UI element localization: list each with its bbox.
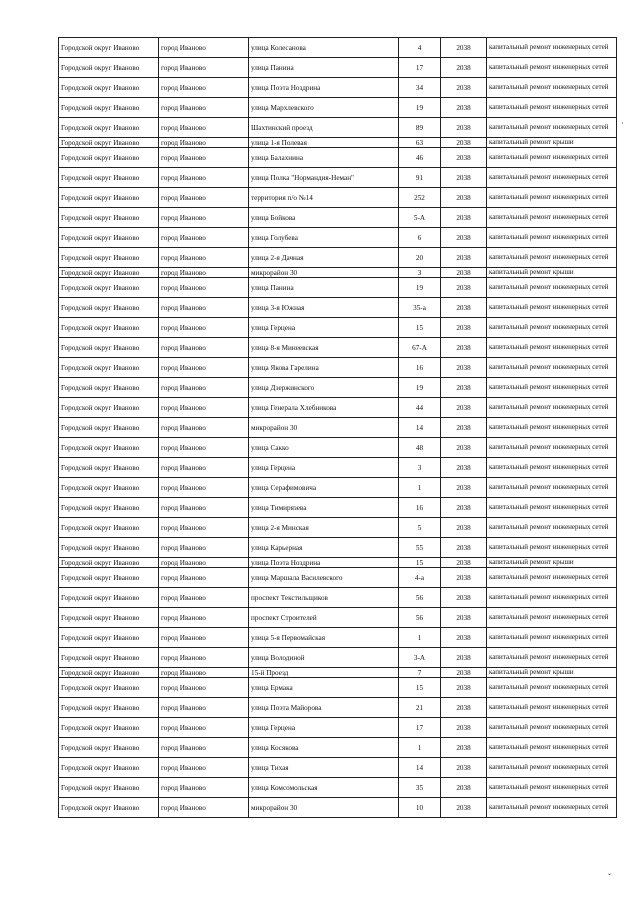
street-cell: микрорайон 30 <box>249 798 399 818</box>
table-row <box>59 78 617 98</box>
year-cell: 2038 <box>441 418 487 438</box>
year-cell: 2038 <box>441 518 487 538</box>
street-cell: улица Ермака <box>249 678 399 698</box>
work-type-cell: капитальный ремонт инженерных сетей <box>487 358 617 378</box>
table-row <box>59 608 617 628</box>
street-cell: улица Поэта Ноздрина <box>249 78 399 98</box>
year-cell: 2038 <box>441 608 487 628</box>
city-cell: город Иваново <box>159 758 249 778</box>
city-cell: город Иваново <box>159 298 249 318</box>
city-cell: город Иваново <box>159 418 249 438</box>
year-cell: 2038 <box>441 298 487 318</box>
street-cell: улица Герцена <box>249 318 399 338</box>
house-number-cell: 15 <box>399 678 441 698</box>
table-row <box>59 58 617 78</box>
street-cell: проспект Строителей <box>249 608 399 628</box>
okrug-cell: Городской округ Иваново <box>59 58 159 78</box>
work-type-cell: капитальный ремонт инженерных сетей <box>487 798 617 818</box>
year-cell: 2038 <box>441 168 487 188</box>
city-cell: город Иваново <box>159 648 249 668</box>
okrug-cell: Городской округ Иваново <box>59 558 159 568</box>
street-cell: улица Генерала Хлебникова <box>249 398 399 418</box>
okrug-cell: Городской округ Иваново <box>59 318 159 338</box>
street-cell: проспект Текстильщиков <box>249 588 399 608</box>
table-row <box>59 478 617 498</box>
table-row <box>59 398 617 418</box>
work-type-cell: капитальный ремонт инженерных сетей <box>487 588 617 608</box>
work-type-cell: капитальный ремонт инженерных сетей <box>487 378 617 398</box>
street-cell: улица Мархлевского <box>249 98 399 118</box>
street-cell: улица Тихая <box>249 758 399 778</box>
work-type-cell: капитальный ремонт инженерных сетей <box>487 248 617 268</box>
table-row <box>59 648 617 668</box>
city-cell: город Иваново <box>159 458 249 478</box>
table-row <box>59 588 617 608</box>
city-cell: город Иваново <box>159 518 249 538</box>
okrug-cell: Городской округ Иваново <box>59 798 159 818</box>
okrug-cell: Городской округ Иваново <box>59 278 159 298</box>
work-type-cell: капитальный ремонт крыши <box>487 138 617 148</box>
okrug-cell: Городской округ Иваново <box>59 418 159 438</box>
city-cell: город Иваново <box>159 318 249 338</box>
year-cell: 2038 <box>441 398 487 418</box>
table-row <box>59 168 617 188</box>
city-cell: город Иваново <box>159 278 249 298</box>
year-cell: 2038 <box>441 78 487 98</box>
work-type-cell: капитальный ремонт инженерных сетей <box>487 58 617 78</box>
work-type-cell: капитальный ремонт крыши <box>487 268 617 278</box>
street-cell: улица Полка "Нормандия-Неман" <box>249 168 399 188</box>
year-cell: 2038 <box>441 588 487 608</box>
okrug-cell: Городской округ Иваново <box>59 538 159 558</box>
work-type-cell: капитальный ремонт инженерных сетей <box>487 228 617 248</box>
street-cell: улица Панина <box>249 278 399 298</box>
street-cell: улица 1-я Полевая <box>249 138 399 148</box>
city-cell: город Иваново <box>159 438 249 458</box>
margin-mark: · <box>621 118 624 128</box>
street-cell: улица Володиной <box>249 648 399 668</box>
year-cell: 2038 <box>441 138 487 148</box>
year-cell: 2038 <box>441 778 487 798</box>
work-type-cell: капитальный ремонт инженерных сетей <box>487 778 617 798</box>
street-cell: улица 3-я Южная <box>249 298 399 318</box>
table-row <box>59 148 617 168</box>
table-row <box>59 38 617 58</box>
year-cell: 2038 <box>441 58 487 78</box>
house-number-cell: 5-А <box>399 208 441 228</box>
table-row <box>59 208 617 228</box>
house-number-cell: 5 <box>399 518 441 538</box>
street-cell: улица Герцена <box>249 718 399 738</box>
house-number-cell: 252 <box>399 188 441 208</box>
house-number-cell: 35-а <box>399 298 441 318</box>
street-cell: улица Якова Гарелина <box>249 358 399 378</box>
street-cell: 15-й Проезд <box>249 668 399 678</box>
house-number-cell: 34 <box>399 78 441 98</box>
table-row <box>59 628 617 648</box>
house-number-cell: 3 <box>399 268 441 278</box>
year-cell: 2038 <box>441 228 487 248</box>
year-cell: 2038 <box>441 98 487 118</box>
city-cell: город Иваново <box>159 538 249 558</box>
house-number-cell: 46 <box>399 148 441 168</box>
work-type-cell: капитальный ремонт инженерных сетей <box>487 38 617 58</box>
house-number-cell: 17 <box>399 718 441 738</box>
document-page <box>58 37 616 818</box>
city-cell: город Иваново <box>159 338 249 358</box>
table-row <box>59 98 617 118</box>
city-cell: город Иваново <box>159 358 249 378</box>
table-row <box>59 758 617 778</box>
okrug-cell: Городской округ Иваново <box>59 718 159 738</box>
street-cell: улица Поэта Ноздрина <box>249 558 399 568</box>
city-cell: город Иваново <box>159 378 249 398</box>
work-type-cell: капитальный ремонт инженерных сетей <box>487 298 617 318</box>
year-cell: 2038 <box>441 188 487 208</box>
okrug-cell: Городской округ Иваново <box>59 138 159 148</box>
house-number-cell: 6 <box>399 228 441 248</box>
street-cell: улица Бойкова <box>249 208 399 228</box>
street-cell: улица Сакко <box>249 438 399 458</box>
table-row <box>59 498 617 518</box>
city-cell: город Иваново <box>159 588 249 608</box>
work-type-cell: капитальный ремонт инженерных сетей <box>487 648 617 668</box>
street-cell: улица 2-я Дачная <box>249 248 399 268</box>
work-type-cell: капитальный ремонт инженерных сетей <box>487 478 617 498</box>
okrug-cell: Городской округ Иваново <box>59 188 159 208</box>
city-cell: город Иваново <box>159 118 249 138</box>
okrug-cell: Городской округ Иваново <box>59 398 159 418</box>
year-cell: 2038 <box>441 498 487 518</box>
year-cell: 2038 <box>441 628 487 648</box>
street-cell: улица 8-я Минеевская <box>249 338 399 358</box>
house-number-cell: 55 <box>399 538 441 558</box>
okrug-cell: Городской округ Иваново <box>59 248 159 268</box>
table-row <box>59 358 617 378</box>
street-cell: улица Тимирязева <box>249 498 399 518</box>
okrug-cell: Городской округ Иваново <box>59 518 159 538</box>
repair-schedule-table <box>58 37 617 818</box>
okrug-cell: Городской округ Иваново <box>59 498 159 518</box>
house-number-cell: 19 <box>399 98 441 118</box>
city-cell: город Иваново <box>159 268 249 278</box>
work-type-cell: капитальный ремонт инженерных сетей <box>487 338 617 358</box>
table-row <box>59 558 617 568</box>
work-type-cell: капитальный ремонт инженерных сетей <box>487 398 617 418</box>
house-number-cell: 19 <box>399 278 441 298</box>
city-cell: город Иваново <box>159 228 249 248</box>
work-type-cell: капитальный ремонт инженерных сетей <box>487 148 617 168</box>
table-row <box>59 738 617 758</box>
year-cell: 2038 <box>441 668 487 678</box>
year-cell: 2038 <box>441 648 487 668</box>
year-cell: 2038 <box>441 208 487 228</box>
work-type-cell: капитальный ремонт инженерных сетей <box>487 568 617 588</box>
house-number-cell: 14 <box>399 418 441 438</box>
year-cell: 2038 <box>441 538 487 558</box>
year-cell: 2038 <box>441 758 487 778</box>
house-number-cell: 19 <box>399 378 441 398</box>
house-number-cell: 20 <box>399 248 441 268</box>
okrug-cell: Городской округ Иваново <box>59 298 159 318</box>
street-cell: улица Панина <box>249 58 399 78</box>
table-row <box>59 438 617 458</box>
work-type-cell: капитальный ремонт инженерных сетей <box>487 278 617 298</box>
year-cell: 2038 <box>441 38 487 58</box>
year-cell: 2038 <box>441 318 487 338</box>
okrug-cell: Городской округ Иваново <box>59 678 159 698</box>
table-row <box>59 568 617 588</box>
okrug-cell: Городской округ Иваново <box>59 338 159 358</box>
table-row <box>59 378 617 398</box>
table-row <box>59 418 617 438</box>
house-number-cell: 35 <box>399 778 441 798</box>
year-cell: 2038 <box>441 458 487 478</box>
house-number-cell: 17 <box>399 58 441 78</box>
street-cell: Шахтинский проезд <box>249 118 399 138</box>
city-cell: город Иваново <box>159 248 249 268</box>
city-cell: город Иваново <box>159 798 249 818</box>
city-cell: город Иваново <box>159 148 249 168</box>
city-cell: город Иваново <box>159 98 249 118</box>
okrug-cell: Городской округ Иваново <box>59 358 159 378</box>
house-number-cell: 91 <box>399 168 441 188</box>
city-cell: город Иваново <box>159 168 249 188</box>
work-type-cell: капитальный ремонт инженерных сетей <box>487 698 617 718</box>
house-number-cell: 10 <box>399 798 441 818</box>
city-cell: город Иваново <box>159 398 249 418</box>
year-cell: 2038 <box>441 478 487 498</box>
city-cell: город Иваново <box>159 568 249 588</box>
year-cell: 2038 <box>441 278 487 298</box>
city-cell: город Иваново <box>159 738 249 758</box>
house-number-cell: 44 <box>399 398 441 418</box>
table-body <box>59 38 617 818</box>
house-number-cell: 1 <box>399 628 441 648</box>
okrug-cell: Городской округ Иваново <box>59 698 159 718</box>
year-cell: 2038 <box>441 568 487 588</box>
house-number-cell: 21 <box>399 698 441 718</box>
okrug-cell: Городской округ Иваново <box>59 168 159 188</box>
table-row <box>59 228 617 248</box>
street-cell: улица Балахнина <box>249 148 399 168</box>
table-row <box>59 278 617 298</box>
city-cell: город Иваново <box>159 778 249 798</box>
street-cell: улица Дзержинского <box>249 378 399 398</box>
work-type-cell: капитальный ремонт инженерных сетей <box>487 458 617 478</box>
okrug-cell: Городской округ Иваново <box>59 208 159 228</box>
okrug-cell: Городской округ Иваново <box>59 478 159 498</box>
work-type-cell: капитальный ремонт инженерных сетей <box>487 498 617 518</box>
okrug-cell: Городской округ Иваново <box>59 438 159 458</box>
table-row <box>59 668 617 678</box>
year-cell: 2038 <box>441 718 487 738</box>
year-cell: 2038 <box>441 148 487 168</box>
city-cell: город Иваново <box>159 208 249 228</box>
year-cell: 2038 <box>441 678 487 698</box>
street-cell: улица Маршала Василевского <box>249 568 399 588</box>
street-cell: улица Голубева <box>249 228 399 248</box>
table-row <box>59 718 617 738</box>
okrug-cell: Городской округ Иваново <box>59 98 159 118</box>
street-cell: улица Колесанова <box>249 38 399 58</box>
city-cell: город Иваново <box>159 498 249 518</box>
year-cell: 2038 <box>441 438 487 458</box>
work-type-cell: капитальный ремонт инженерных сетей <box>487 438 617 458</box>
house-number-cell: 4-а <box>399 568 441 588</box>
work-type-cell: капитальный ремонт инженерных сетей <box>487 318 617 338</box>
table-row <box>59 538 617 558</box>
street-cell: улица 2-я Минская <box>249 518 399 538</box>
table-row <box>59 298 617 318</box>
okrug-cell: Городской округ Иваново <box>59 458 159 478</box>
table-row <box>59 458 617 478</box>
okrug-cell: Городской округ Иваново <box>59 118 159 138</box>
house-number-cell: 56 <box>399 608 441 628</box>
year-cell: 2038 <box>441 738 487 758</box>
city-cell: город Иваново <box>159 678 249 698</box>
work-type-cell: капитальный ремонт инженерных сетей <box>487 78 617 98</box>
city-cell: город Иваново <box>159 558 249 568</box>
city-cell: город Иваново <box>159 668 249 678</box>
work-type-cell: капитальный ремонт инженерных сетей <box>487 608 617 628</box>
table-row <box>59 138 617 148</box>
city-cell: город Иваново <box>159 78 249 98</box>
work-type-cell: капитальный ремонт инженерных сетей <box>487 208 617 228</box>
street-cell: микрорайон 30 <box>249 268 399 278</box>
work-type-cell: капитальный ремонт инженерных сетей <box>487 518 617 538</box>
table-row <box>59 778 617 798</box>
okrug-cell: Городской округ Иваново <box>59 148 159 168</box>
work-type-cell: капитальный ремонт инженерных сетей <box>487 678 617 698</box>
house-number-cell: 16 <box>399 498 441 518</box>
street-cell: улица Карьерная <box>249 538 399 558</box>
table-row <box>59 318 617 338</box>
street-cell: микрорайон 30 <box>249 418 399 438</box>
street-cell: улица Косякова <box>249 738 399 758</box>
year-cell: 2038 <box>441 378 487 398</box>
house-number-cell: 15 <box>399 558 441 568</box>
year-cell: 2038 <box>441 358 487 378</box>
street-cell: улица 5-я Первомайская <box>249 628 399 648</box>
house-number-cell: 14 <box>399 758 441 778</box>
street-cell: улица Поэта Майорова <box>249 698 399 718</box>
street-cell: территория п/о №14 <box>249 188 399 208</box>
year-cell: 2038 <box>441 798 487 818</box>
table-row <box>59 678 617 698</box>
work-type-cell: капитальный ремонт инженерных сетей <box>487 628 617 648</box>
house-number-cell: 15 <box>399 318 441 338</box>
okrug-cell: Городской округ Иваново <box>59 378 159 398</box>
city-cell: город Иваново <box>159 608 249 628</box>
city-cell: город Иваново <box>159 628 249 648</box>
year-cell: 2038 <box>441 268 487 278</box>
work-type-cell: капитальный ремонт крыши <box>487 558 617 568</box>
city-cell: город Иваново <box>159 478 249 498</box>
street-cell: улица Серафимовича <box>249 478 399 498</box>
house-number-cell: 4 <box>399 38 441 58</box>
okrug-cell: Городской округ Иваново <box>59 78 159 98</box>
city-cell: город Иваново <box>159 38 249 58</box>
work-type-cell: капитальный ремонт инженерных сетей <box>487 718 617 738</box>
house-number-cell: 7 <box>399 668 441 678</box>
okrug-cell: Городской округ Иваново <box>59 568 159 588</box>
house-number-cell: 1 <box>399 478 441 498</box>
table-row <box>59 518 617 538</box>
table-row <box>59 188 617 208</box>
street-cell: улица Комсомольская <box>249 778 399 798</box>
corner-mark: ˇ <box>608 872 611 882</box>
house-number-cell: 56 <box>399 588 441 608</box>
okrug-cell: Городской округ Иваново <box>59 648 159 668</box>
city-cell: город Иваново <box>159 698 249 718</box>
table-row <box>59 798 617 818</box>
okrug-cell: Городской округ Иваново <box>59 608 159 628</box>
city-cell: город Иваново <box>159 58 249 78</box>
okrug-cell: Городской округ Иваново <box>59 268 159 278</box>
city-cell: город Иваново <box>159 718 249 738</box>
okrug-cell: Городской округ Иваново <box>59 228 159 248</box>
year-cell: 2038 <box>441 248 487 268</box>
work-type-cell: капитальный ремонт инженерных сетей <box>487 738 617 758</box>
year-cell: 2038 <box>441 558 487 568</box>
table-row <box>59 698 617 718</box>
table-row <box>59 248 617 268</box>
year-cell: 2038 <box>441 338 487 358</box>
okrug-cell: Городской округ Иваново <box>59 778 159 798</box>
work-type-cell: капитальный ремонт инженерных сетей <box>487 758 617 778</box>
year-cell: 2038 <box>441 118 487 138</box>
city-cell: город Иваново <box>159 188 249 208</box>
house-number-cell: 1 <box>399 738 441 758</box>
table-row <box>59 338 617 358</box>
work-type-cell: капитальный ремонт инженерных сетей <box>487 98 617 118</box>
house-number-cell: 89 <box>399 118 441 138</box>
okrug-cell: Городской округ Иваново <box>59 668 159 678</box>
okrug-cell: Городской округ Иваново <box>59 738 159 758</box>
okrug-cell: Городской округ Иваново <box>59 628 159 648</box>
okrug-cell: Городской округ Иваново <box>59 38 159 58</box>
house-number-cell: 3 <box>399 458 441 478</box>
street-cell: улица Герцена <box>249 458 399 478</box>
city-cell: город Иваново <box>159 138 249 148</box>
house-number-cell: 3-А <box>399 648 441 668</box>
table-row <box>59 118 617 138</box>
work-type-cell: капитальный ремонт крыши <box>487 668 617 678</box>
work-type-cell: капитальный ремонт инженерных сетей <box>487 168 617 188</box>
work-type-cell: капитальный ремонт инженерных сетей <box>487 418 617 438</box>
work-type-cell: капитальный ремонт инженерных сетей <box>487 538 617 558</box>
okrug-cell: Городской округ Иваново <box>59 588 159 608</box>
house-number-cell: 16 <box>399 358 441 378</box>
work-type-cell: капитальный ремонт инженерных сетей <box>487 118 617 138</box>
work-type-cell: капитальный ремонт инженерных сетей <box>487 188 617 208</box>
house-number-cell: 67-А <box>399 338 441 358</box>
table-row <box>59 268 617 278</box>
okrug-cell: Городской округ Иваново <box>59 758 159 778</box>
year-cell: 2038 <box>441 698 487 718</box>
house-number-cell: 48 <box>399 438 441 458</box>
house-number-cell: 63 <box>399 138 441 148</box>
